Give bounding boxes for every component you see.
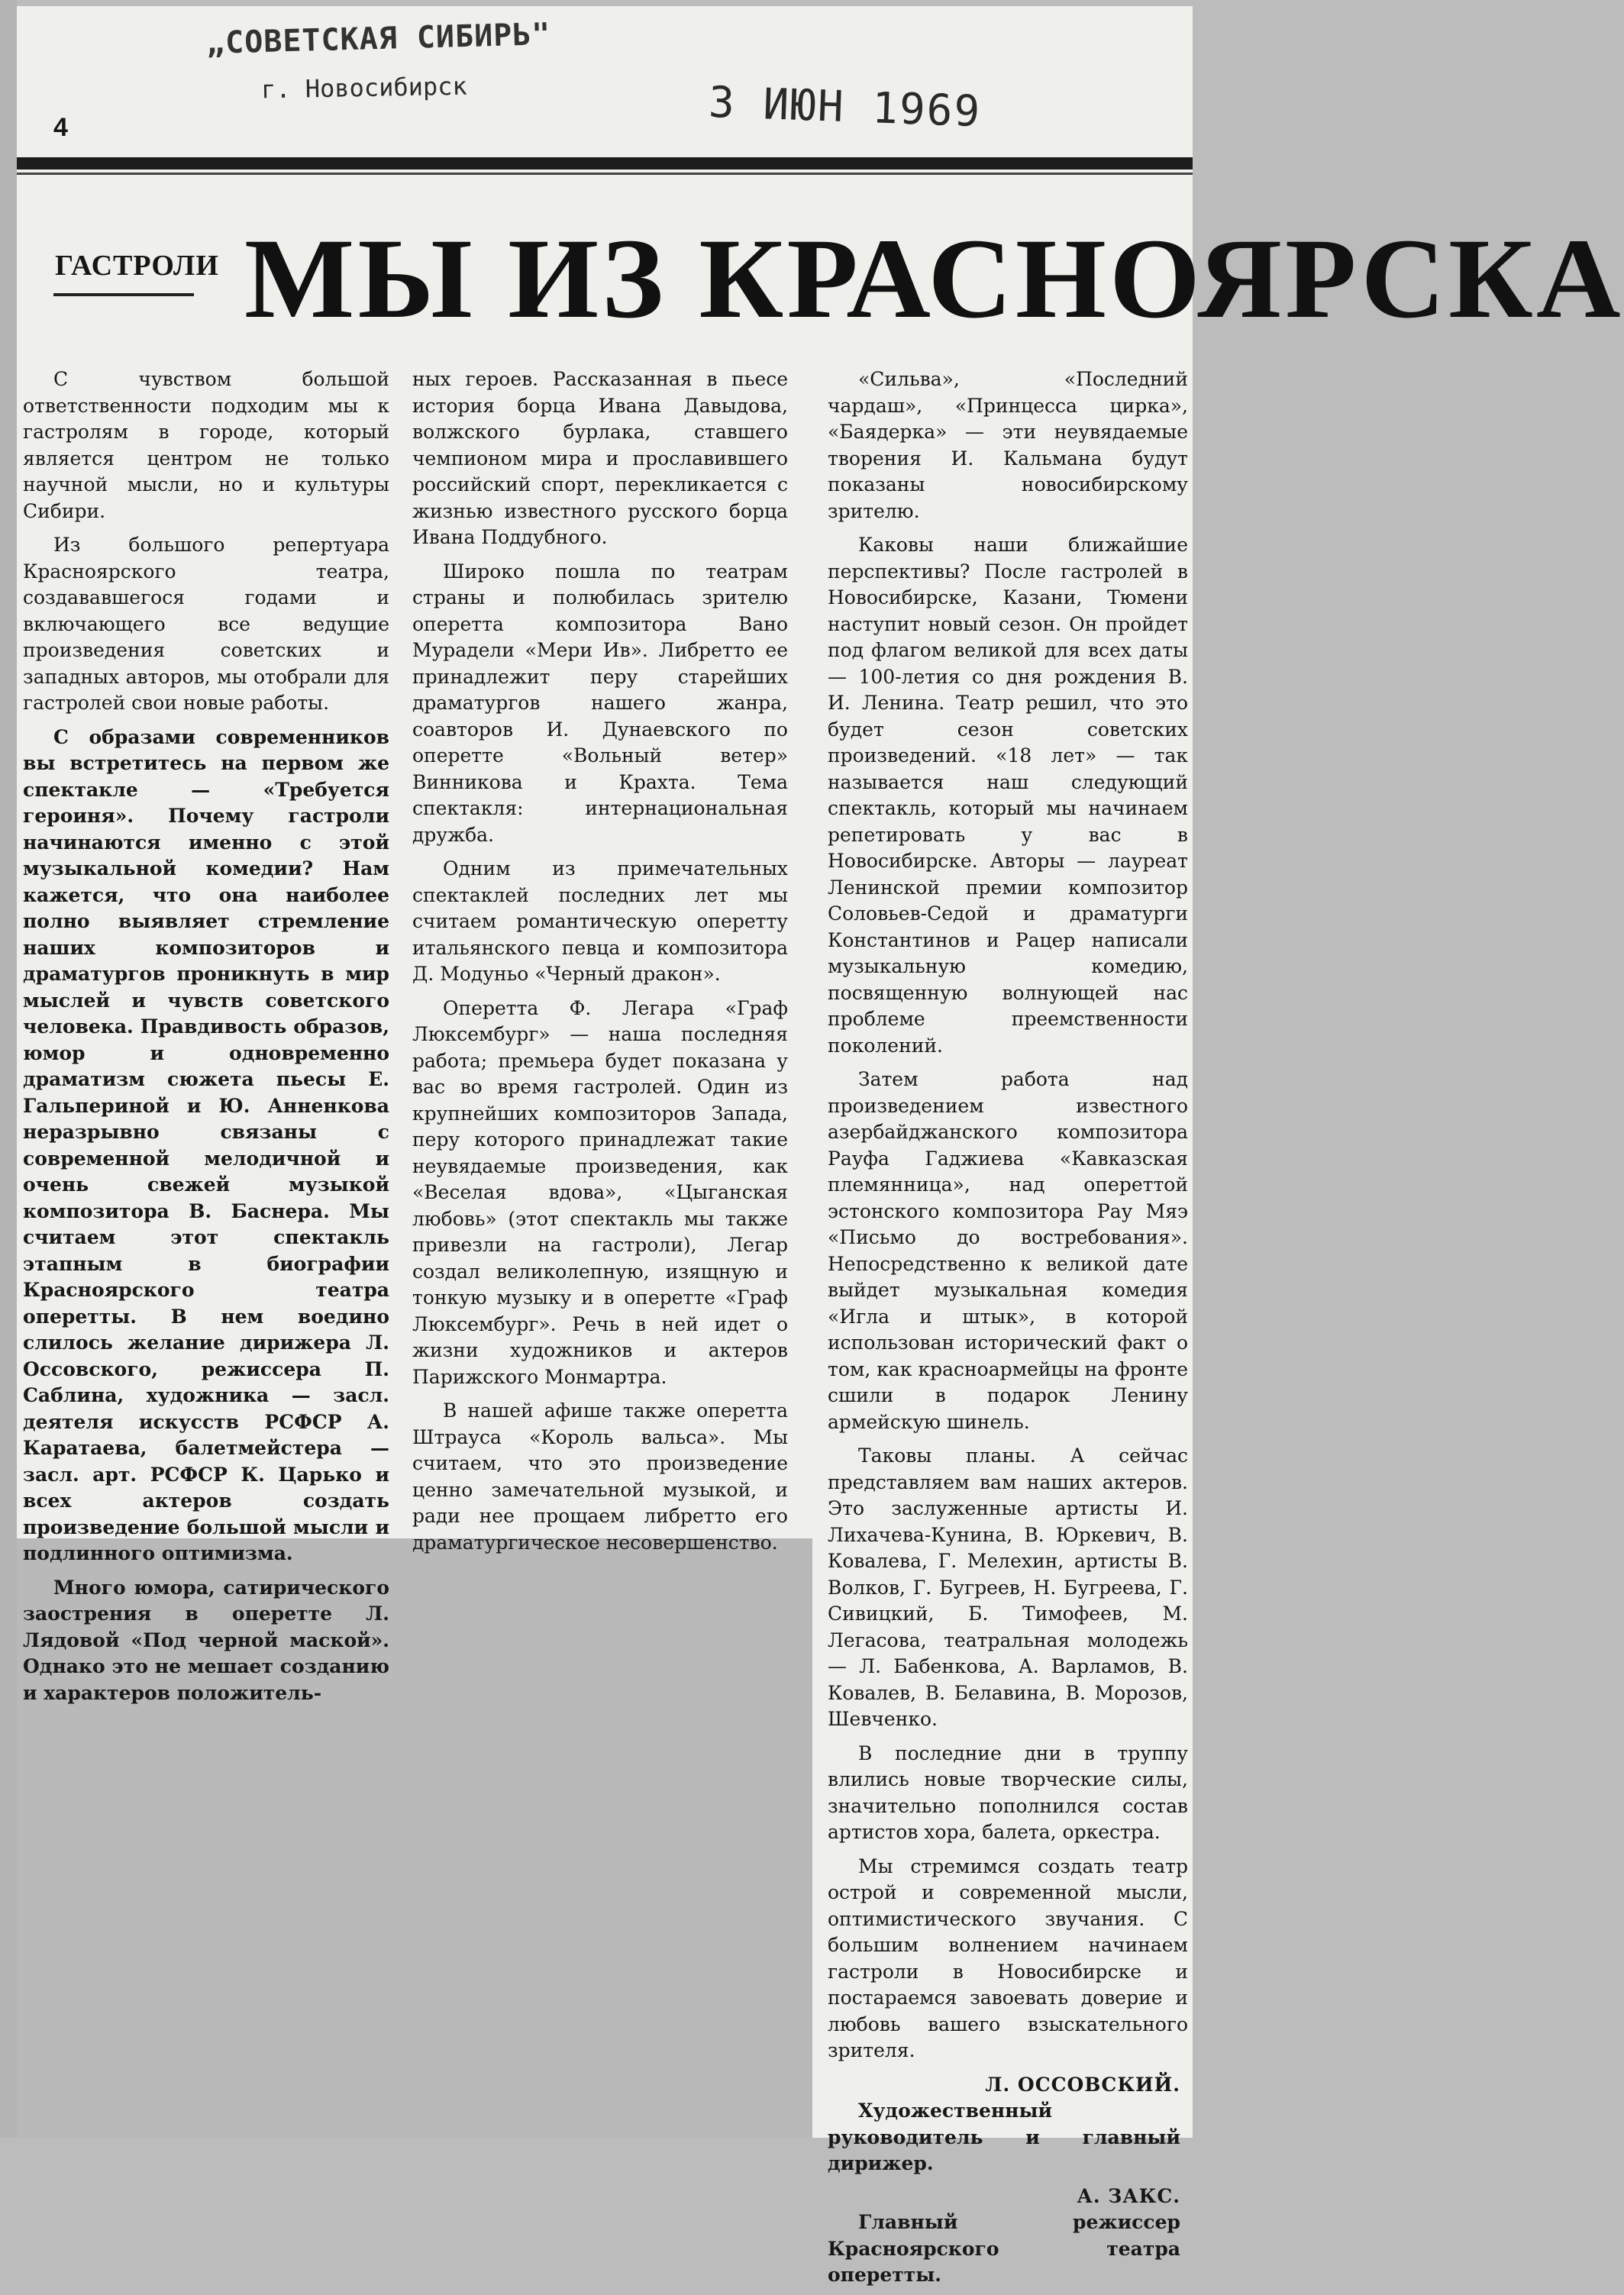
paragraph: С образами современников вы встретитесь на первом же спектакле — «Требуется героиня». Почему гастроли начинаются именно с этой музыкальной комедии? Нам кажется, что она наиболее полно выявляет стремление наших композиторов и драматургов проникнуть в мир мыслей и чувств советского человека. Правдивость образов, юмор и одновременно драматизм сюжета пьесы Е. Гальпериной и Ю. Анненкова неразрывно связаны с современной мелодичной и очень свежей музыкой композитора В. Баснера. Мы считаем этот спектакль этапным в биографии Красноярского театра оперетты. В нем воедино слилось желание дирижера Л. Оссовского, режиссера П. Саблина, художника — засл. деятеля искусств РСФСР А. Каратаева, балетмейстера — засл. арт. РСФСР К. Царько и всех актеров создать произведение большой мысли и подлинного оптимизма.	[23, 725, 389, 1564]
paragraph: Затем работа над произведением известного азербайджанского композитора Рауфа Гаджиева «Кавказская племянница», над опереттой эстонского композитора Рау Мяэ «Письмо до востребования». Непосредственно к великой дате выйдет музыкальная комедия «Игла и штык», в которой использован исторический факт о том, как красноармейцы на фронте сшили в подарок Ленину армейскую шинель.	[828, 1068, 1188, 1433]
paragraph: Много юмора, сатирического заострения в оперетте Л. Лядовой «Под черной маской». Однако это не мешает созданию и характеров положитель-	[23, 1576, 389, 1704]
signature-role: Художественный руководитель и главный дирижер.	[828, 2100, 1180, 2174]
paragraph: В последние дни в труппу влились новые творческие силы, значительно пополнился состав артистов хора, балета, оркестра.	[828, 1741, 1188, 1843]
page-number: 4	[53, 113, 68, 142]
header-rule	[17, 157, 1193, 169]
paragraph: Из большого репертуара Красноярского театра, создававшегося годами и включающего все ведущие произведения советских и западных авторов, мы отобрали для гастролей свои новые работы.	[23, 534, 389, 714]
paragraph: Мы стремимся создать театр острой и современной мысли, оптимистического звучания. С большим волнением начинаем гастроли в Новосибирске и постараемся завоевать доверие и любовь вашего взыскательного зрителя.	[828, 1854, 1188, 2061]
paragraph: «Сильва», «Последний чардаш», «Принцесса цирка», «Баядерка» — эти неувядаемые творения И. Кальмана будут показаны новосибирскому зрителю.	[828, 368, 1188, 522]
paragraph: ных героев. Рассказанная в пьесе история борца Ивана Давыдова, волжского бурлака, ставшего чемпионом мира и прославившего российский спорт, перекликается с жизнью известного русского борца Ивана Поддубного.	[412, 368, 788, 548]
mount-board-edge	[0, 0, 17, 2138]
paragraph: Широко пошла по театрам страны и полюбилась зрителю оперетта композитора Вано Мурадели «Мери Ив». Либретто ее принадлежит перу старейших драматургов нашего жанра, соавторов И. Дунаевского по оперетте «Вольный ветер» Винникова и Крахта. Тема спектакля: интернациональная дружба.	[412, 560, 788, 846]
article-column-2	[412, 366, 788, 1564]
article-column-1	[23, 366, 389, 1714]
city-stamp: г. Новосибирск	[260, 71, 468, 105]
signature-name: Л. ОССОВСКИЙ.	[985, 2073, 1180, 2096]
header-rule-thin	[17, 173, 1193, 175]
paragraph: Каковы наши ближайшие перспективы? После гастролей в Новосибирске, Казани, Тюмени наступит новый сезон. Он пройдет под флагом великой для всех даты — 100-летия со дня рождения В. И. Ленина. Театр решил, что это будет сезон советских произведений. «18 лет» — так называется наш следующий спектакль, который мы начинаем репетировать у вас в Новосибирске. Авторы — лауреат Ленинской премии композитор Соловьев-Седой и драматурги Константинов и Рацер написали музыкальную комедию, посвященную волнующей нас проблеме преемственности поколений.	[828, 534, 1188, 1057]
signature-role: Главный режиссер Красноярского театра оперетты.	[828, 2211, 1180, 2286]
paragraph: С чувством большой ответственности подходим мы к гастролям в городе, который является центром не только научной мысли, но и культуры Сибири.	[23, 368, 389, 522]
date-stamp: 3 ИЮН 1969	[707, 77, 983, 137]
newspaper-name-stamp: „СОВЕТСКАЯ СИБИРЬ"	[205, 17, 552, 61]
signature-name: А. ЗАКС.	[1077, 2184, 1180, 2207]
rubric-underline	[53, 293, 194, 296]
paragraph: Оперетта Ф. Легара «Граф Люксембург» — наша последняя работа; премьера будет показана у вас во время гастролей. Один из крупнейших композиторов Запада, перу которого принадлежат такие неувядаемые произведения, как «Веселая вдова», «Цыганская любовь» (этот спектакль мы также привезли на гастроли), Легар создал великолепную, изящную и тонкую музыку и в оперетте «Граф Люксембург». Речь в ней идет о жизни художников и актеров Парижского Монмартра.	[412, 996, 788, 1388]
rubric-label: ГАСТРОЛИ	[55, 250, 219, 282]
paragraph: Таковы планы. А сейчас представляем вам наших актеров. Это заслуженные артисты И. Лихачева-Кунина, В. Юркевич, В. Ковалева, Г. Мелехин, артисты В. Волков, Г. Бугреев, Н. Бугреева, Г. Сивицкий, Б. Тимофеев, М. Легасова, театральная молодежь — Л. Бабенкова, А. Варламов, В. Ковалев, В. Белавина, В. Морозов, Шевченко.	[828, 1444, 1188, 1730]
article-headline: МЫ ИЗ КРАСНОЯРСКА	[244, 215, 1624, 342]
paragraph: Одним из примечательных спектаклей последних лет мы считаем романтическую оперетту итальянского певца и композитора Д. Модуньо «Черный дракон».	[412, 857, 788, 985]
article-column-3	[828, 366, 1188, 2295]
paragraph: В нашей афише также оперетта Штрауса «Король вальса». Мы считаем, что это произведение ценно замечательной музыкой, и ради нее прощаем либретто его драматургическое несовершенство.	[412, 1399, 788, 1554]
